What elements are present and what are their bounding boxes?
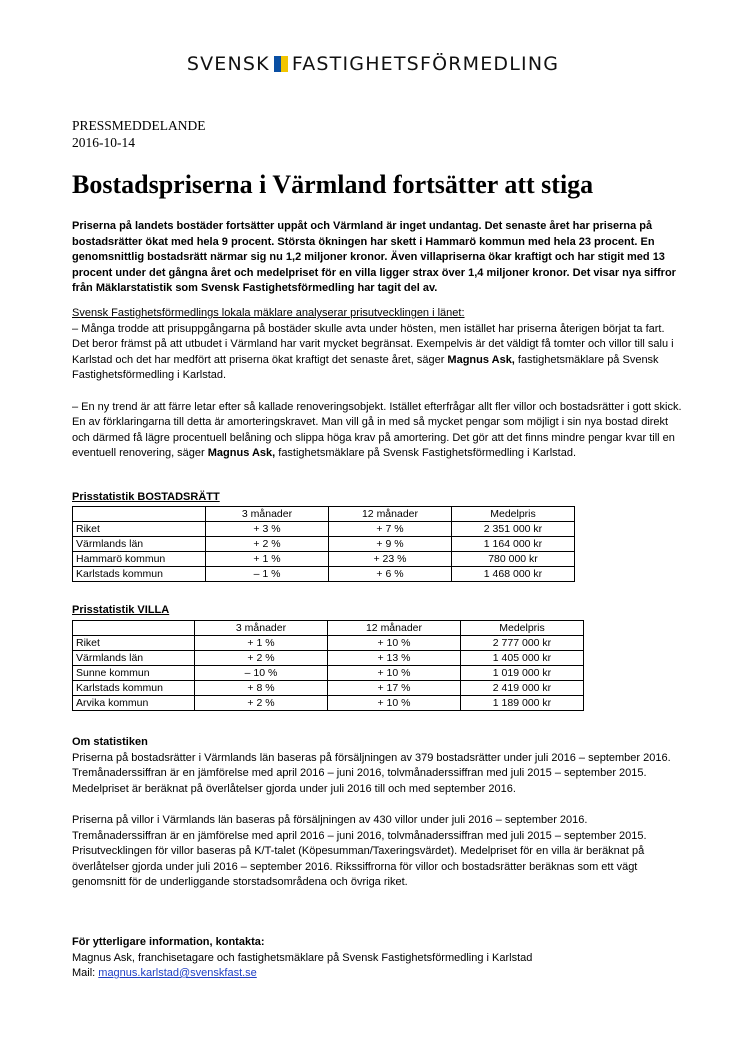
table-cell: + 7 % xyxy=(329,522,452,537)
contact-section xyxy=(72,935,682,982)
table2-title: Prisstatistik VILLA xyxy=(72,604,170,616)
about-paragraph-2: Priserna på villor i Värmlands län baseras på försäljningen av 430 villor under juli 2016 – september 2016. Tremånaderssiffran är en jämförelse med april 2016 – juni 2016, tolvmånaderssiffran med juli 2015 – september 2015. Prisutvecklingen för villor baseras på K/T-talet (Köpesumman/Taxeringsvärdet). Medelpriset för en villa är beräknat på överlåtelser gjorda under juli 2016 – september 2016. Rikssiffrorna för villor och bostadsrätter beräknas som ett vägt genomsnitt för de underliggande storstadsområdena och övriga riket. xyxy=(72,814,647,888)
contact-heading: För ytterligare information, kontakta: xyxy=(72,936,265,948)
paragraph-spacer xyxy=(72,797,682,813)
table-header-cell: 3 månader xyxy=(206,507,329,522)
table-row xyxy=(73,696,584,711)
table-cell: 2 351 000 kr xyxy=(452,522,575,537)
table-cell: + 17 % xyxy=(328,681,461,696)
email-link[interactable]: magnus.karlstad@svenskfast.se xyxy=(98,967,257,979)
quote2-text: – En ny trend är att färre letar efter så kallade renoveringsobjekt. Istället efterfrågar allt fler villor och bostadsrätter i gott skick. En av förklaringarna till detta är amorteringskravet. Man vill gå in med så mycket pengar som möjligt i sin nya bostad direkt och därmed få lägre procentuell belåning och slippa höga krav på amortering. Det gör att det finns mindre pengar kvar till en eventuell renovering, säger xyxy=(72,400,682,459)
table-row xyxy=(73,636,584,651)
table-cell: + 13 % xyxy=(328,651,461,666)
table-cell: + 10 % xyxy=(328,666,461,681)
about-paragraph-1: Priserna på bostadsrätter i Värmlands län baseras på försäljningen av 379 bostadsrätter under juli 2016 – september 2016. Tremånaderssiffran är en jämförelse med april 2016 – juni 2016, tolvmånaderssiffran med juli 2015 – september 2015. Medelpriset är beräknat på överlåtelser gjorda under juli 2016 till och med september 2016. xyxy=(72,751,671,795)
analysis-heading: Svensk Fastighetsförmedlings lokala mäklare analyserar prisutvecklingen i länet: xyxy=(72,307,465,319)
mail-label: Mail: xyxy=(72,967,99,979)
table-cell: + 3 % xyxy=(206,522,329,537)
table-cell: + 1 % xyxy=(206,552,329,567)
quote-paragraph-2 xyxy=(72,400,682,462)
contact-mail-line xyxy=(72,966,682,982)
table-cell: 780 000 kr xyxy=(452,552,575,567)
paragraph-spacer xyxy=(72,384,682,400)
table-cell: + 2 % xyxy=(195,696,328,711)
company-logo xyxy=(0,53,746,75)
table-cell: Hammarö kommun xyxy=(73,552,206,567)
quote1-name: Magnus Ask, xyxy=(447,353,515,366)
document-label: PRESSMEDDELANDE xyxy=(72,118,206,133)
table-cell: + 10 % xyxy=(328,696,461,711)
table-header-cell: 12 månader xyxy=(328,621,461,636)
logo-text-left: SVENSK xyxy=(186,53,270,75)
table-header-cell xyxy=(73,621,195,636)
flag-icon xyxy=(274,56,288,72)
table1-title: Prisstatistik BOSTADSRÄTT xyxy=(72,491,220,503)
table-header-cell xyxy=(73,507,206,522)
table-cell: Karlstads kommun xyxy=(73,567,206,582)
table-cell: + 9 % xyxy=(329,537,452,552)
table-cell: 1 164 000 kr xyxy=(452,537,575,552)
table-cell: + 8 % xyxy=(195,681,328,696)
contact-person: Magnus Ask, franchisetagare och fastighetsmäklare på Svensk Fastighetsförmedling i Karlstad xyxy=(72,951,533,964)
table-cell: Karlstads kommun xyxy=(73,681,195,696)
quote-paragraph-1 xyxy=(72,322,682,384)
table-row xyxy=(73,567,575,582)
table-header-row xyxy=(73,507,575,522)
table-cell: 2 777 000 kr xyxy=(461,636,584,651)
table-cell: + 2 % xyxy=(195,651,328,666)
table-cell: – 1 % xyxy=(206,567,329,582)
table-cell: Värmlands län xyxy=(73,537,206,552)
table-cell: Riket xyxy=(73,522,206,537)
about-section xyxy=(72,735,682,891)
table-cell: 1 019 000 kr xyxy=(461,666,584,681)
page-title: Bostadspriserna i Värmland fortsätter att stiga xyxy=(72,170,594,199)
table-cell: 2 419 000 kr xyxy=(461,681,584,696)
lead-paragraph: Priserna på landets bostäder fortsätter uppåt och Värmland är inget undantag. Det senaste året har priserna på bostadsrätter ökat med hela 9 procent. Största ökningen har skett i Hammarö kommun med hela 23 procent. En genomsnittlig bostadsrätt närmar sig nu 1,2 miljoner kronor. Även villapriserna ökar kraftigt och har stigit med 13 procent under det gångna året och medelpriset för en villa ligger strax över 1,4 miljoner kronor. Det visar nya siffror från Mäklarstatistik som Svensk Fastighetsförmedling har tagit del av. xyxy=(72,220,676,294)
table-row xyxy=(73,552,575,567)
table-header-cell: Medelpris xyxy=(461,621,584,636)
table-header-row xyxy=(73,621,584,636)
table-row xyxy=(73,537,575,552)
table-villa xyxy=(72,620,584,711)
quote1-text: – Många trodde att prisuppgångarna på bostäder skulle avta under hösten, men istället har priserna återigen börjat ta fart. Det beror främst på att utbudet i Värmland har varit mycket begränsat. Exempelvis är det väldigt få tomter och villor till salu i Karlstad och det har medfört att priserna ökat kraftigt det senaste året, säger xyxy=(72,322,674,366)
table-row xyxy=(73,522,575,537)
logo-text-right: FASTIGHETSFÖRMEDLING xyxy=(291,53,560,75)
table-cell: Sunne kommun xyxy=(73,666,195,681)
table-cell: + 6 % xyxy=(329,567,452,582)
table-row xyxy=(73,651,584,666)
quote2-end: fastighetsmäklare på Svensk Fastighetsförmedling i Karlstad. xyxy=(275,447,577,459)
flag-yellow-stripe xyxy=(281,56,288,72)
table-row xyxy=(73,681,584,696)
table-cell: Arvika kommun xyxy=(73,696,195,711)
table-cell: 1 468 000 kr xyxy=(452,567,575,582)
quote1-end: fastighetsmäklare på Svensk Fastighetsförmedling i Karlstad. xyxy=(72,353,659,381)
table-bostadsratt xyxy=(72,506,575,582)
table-header-cell: 12 månader xyxy=(329,507,452,522)
table-header-cell: 3 månader xyxy=(195,621,328,636)
quote2-name: Magnus Ask, xyxy=(207,447,276,459)
table-cell: Riket xyxy=(73,636,195,651)
table-cell: 1 405 000 kr xyxy=(461,651,584,666)
about-heading: Om statistiken xyxy=(72,736,148,748)
table-row xyxy=(73,666,584,681)
table-cell: Värmlands län xyxy=(73,651,195,666)
analysis-section xyxy=(72,306,682,462)
table-cell: 1 189 000 kr xyxy=(461,696,584,711)
flag-blue-stripe xyxy=(274,56,281,72)
table-cell: + 1 % xyxy=(195,636,328,651)
table-cell: + 23 % xyxy=(329,552,452,567)
table-cell: – 10 % xyxy=(195,666,328,681)
table-header-cell: Medelpris xyxy=(452,507,575,522)
table-cell: + 10 % xyxy=(328,636,461,651)
document-header xyxy=(72,117,206,151)
document-date: 2016-10-14 xyxy=(72,135,135,150)
table-cell: + 2 % xyxy=(206,537,329,552)
